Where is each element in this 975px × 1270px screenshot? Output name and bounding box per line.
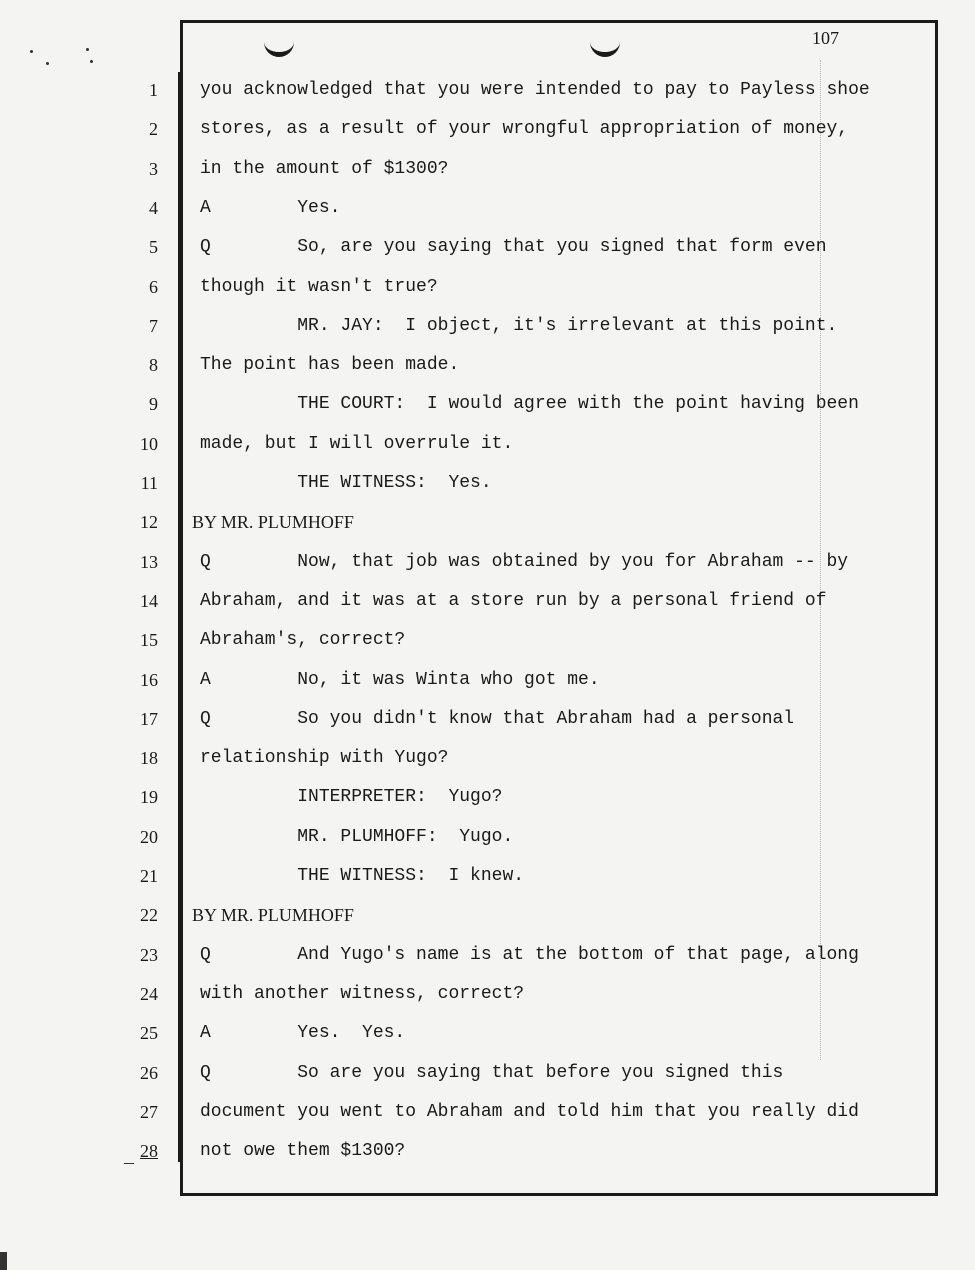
line-text: INTERPRETER: Yugo? — [200, 787, 503, 808]
transcript-line — [0, 937, 975, 976]
line-number: 4 — [149, 197, 158, 218]
line-text: Q Now, that job was obtained by you for Abraham -- by — [200, 551, 849, 572]
transcript-line — [0, 701, 975, 740]
line-text: made, but I will overrule it. — [200, 433, 514, 454]
margin-tick — [124, 1163, 134, 1164]
scan-speck — [86, 48, 89, 51]
line-text: MR. PLUMHOFF: Yugo. — [200, 826, 514, 847]
line-number: 6 — [149, 276, 158, 297]
line-number: 16 — [140, 669, 158, 690]
line-text: THE WITNESS: I knew. — [200, 866, 525, 886]
line-number: 26 — [140, 1062, 158, 1083]
binder-mark — [0, 1252, 7, 1270]
line-number: 2 — [149, 119, 158, 140]
line-number: 24 — [140, 983, 158, 1004]
line-text: THE COURT: I would agree with the point having been — [200, 394, 859, 415]
line-text: THE WITNESS: Yes. — [200, 473, 492, 493]
transcript-line — [0, 504, 975, 543]
line-number: 8 — [149, 355, 158, 376]
line-number: 20 — [140, 826, 158, 847]
line-text: document you went to Abraham and told him that you really did — [200, 1101, 859, 1122]
line-number: 22 — [140, 905, 158, 926]
line-number: 17 — [140, 708, 158, 729]
transcript-line — [0, 308, 975, 347]
scan-speck — [90, 60, 93, 63]
line-number: 1 — [149, 80, 158, 100]
transcript-line — [0, 976, 975, 1015]
transcript-line — [0, 897, 975, 936]
transcript-line — [0, 740, 975, 779]
line-text: A Yes. — [200, 197, 341, 218]
transcript-line — [0, 229, 975, 268]
transcript-line — [0, 1015, 975, 1054]
transcript-line — [0, 1094, 975, 1133]
line-number: 11 — [140, 473, 158, 493]
transcript-line — [0, 190, 975, 229]
examination-byline: BY MR. PLUMHOFF — [192, 905, 354, 926]
transcript-line — [0, 347, 975, 386]
transcript-line — [0, 465, 975, 504]
line-number: 25 — [140, 1023, 158, 1044]
transcript-line — [0, 269, 975, 308]
line-number: 5 — [149, 237, 158, 258]
line-text: you acknowledged that you were intended to pay to Payless shoe — [200, 80, 870, 100]
line-text: Q So, are you saying that you signed that form even — [200, 237, 827, 258]
line-text: Abraham, and it was at a store run by a personal friend of — [200, 590, 827, 611]
transcript-line — [0, 386, 975, 425]
line-text: Q So you didn't know that Abraham had a personal — [200, 708, 795, 729]
line-text: not owe them $1300? — [200, 1141, 406, 1162]
transcript-line — [0, 1133, 975, 1172]
line-text: Q And Yugo's name is at the bottom of that page, along — [200, 944, 859, 965]
line-text: The point has been made. — [200, 355, 460, 376]
line-number: 21 — [140, 866, 158, 886]
line-number: 23 — [140, 944, 158, 965]
line-number: 9 — [149, 394, 158, 415]
line-text: A Yes. Yes. — [200, 1023, 406, 1044]
line-text: relationship with Yugo? — [200, 748, 449, 769]
line-number: 15 — [140, 630, 158, 651]
line-number: 3 — [149, 158, 158, 179]
line-text: with another witness, correct? — [200, 983, 525, 1004]
transcript-line — [0, 544, 975, 583]
line-number: 10 — [140, 433, 158, 454]
line-number: 14 — [140, 590, 158, 611]
line-text: Q So are you saying that before you signed this — [200, 1062, 784, 1083]
page-number: 107 — [812, 28, 839, 48]
line-number: 28 — [140, 1141, 158, 1162]
transcript-line — [0, 426, 975, 465]
line-text: A No, it was Winta who got me. — [200, 669, 600, 690]
line-text: in the amount of $1300? — [200, 158, 449, 179]
transcript-line — [0, 1055, 975, 1094]
line-text: Abraham's, correct? — [200, 630, 406, 651]
transcript-line — [0, 111, 975, 150]
examination-byline: BY MR. PLUMHOFF — [192, 512, 354, 533]
transcript-line — [0, 151, 975, 190]
scan-speck — [46, 62, 49, 65]
line-text: MR. JAY: I object, it's irrelevant at this point. — [200, 315, 838, 336]
line-number: 7 — [149, 315, 158, 336]
scan-speck — [30, 50, 33, 53]
transcript-line — [0, 819, 975, 858]
transcript-line — [0, 583, 975, 622]
transcript-line — [0, 779, 975, 818]
transcript-line — [0, 622, 975, 661]
line-number: 27 — [140, 1101, 158, 1122]
line-text: stores, as a result of your wrongful appropriation of money, — [200, 119, 849, 140]
transcript-line — [0, 72, 975, 111]
transcript-line — [0, 662, 975, 701]
line-number: 13 — [140, 551, 158, 572]
line-number: 18 — [140, 748, 158, 769]
line-text: though it wasn't true? — [200, 276, 438, 297]
line-number: 19 — [140, 787, 158, 808]
transcript-line — [0, 858, 975, 897]
line-number: 12 — [140, 512, 158, 533]
